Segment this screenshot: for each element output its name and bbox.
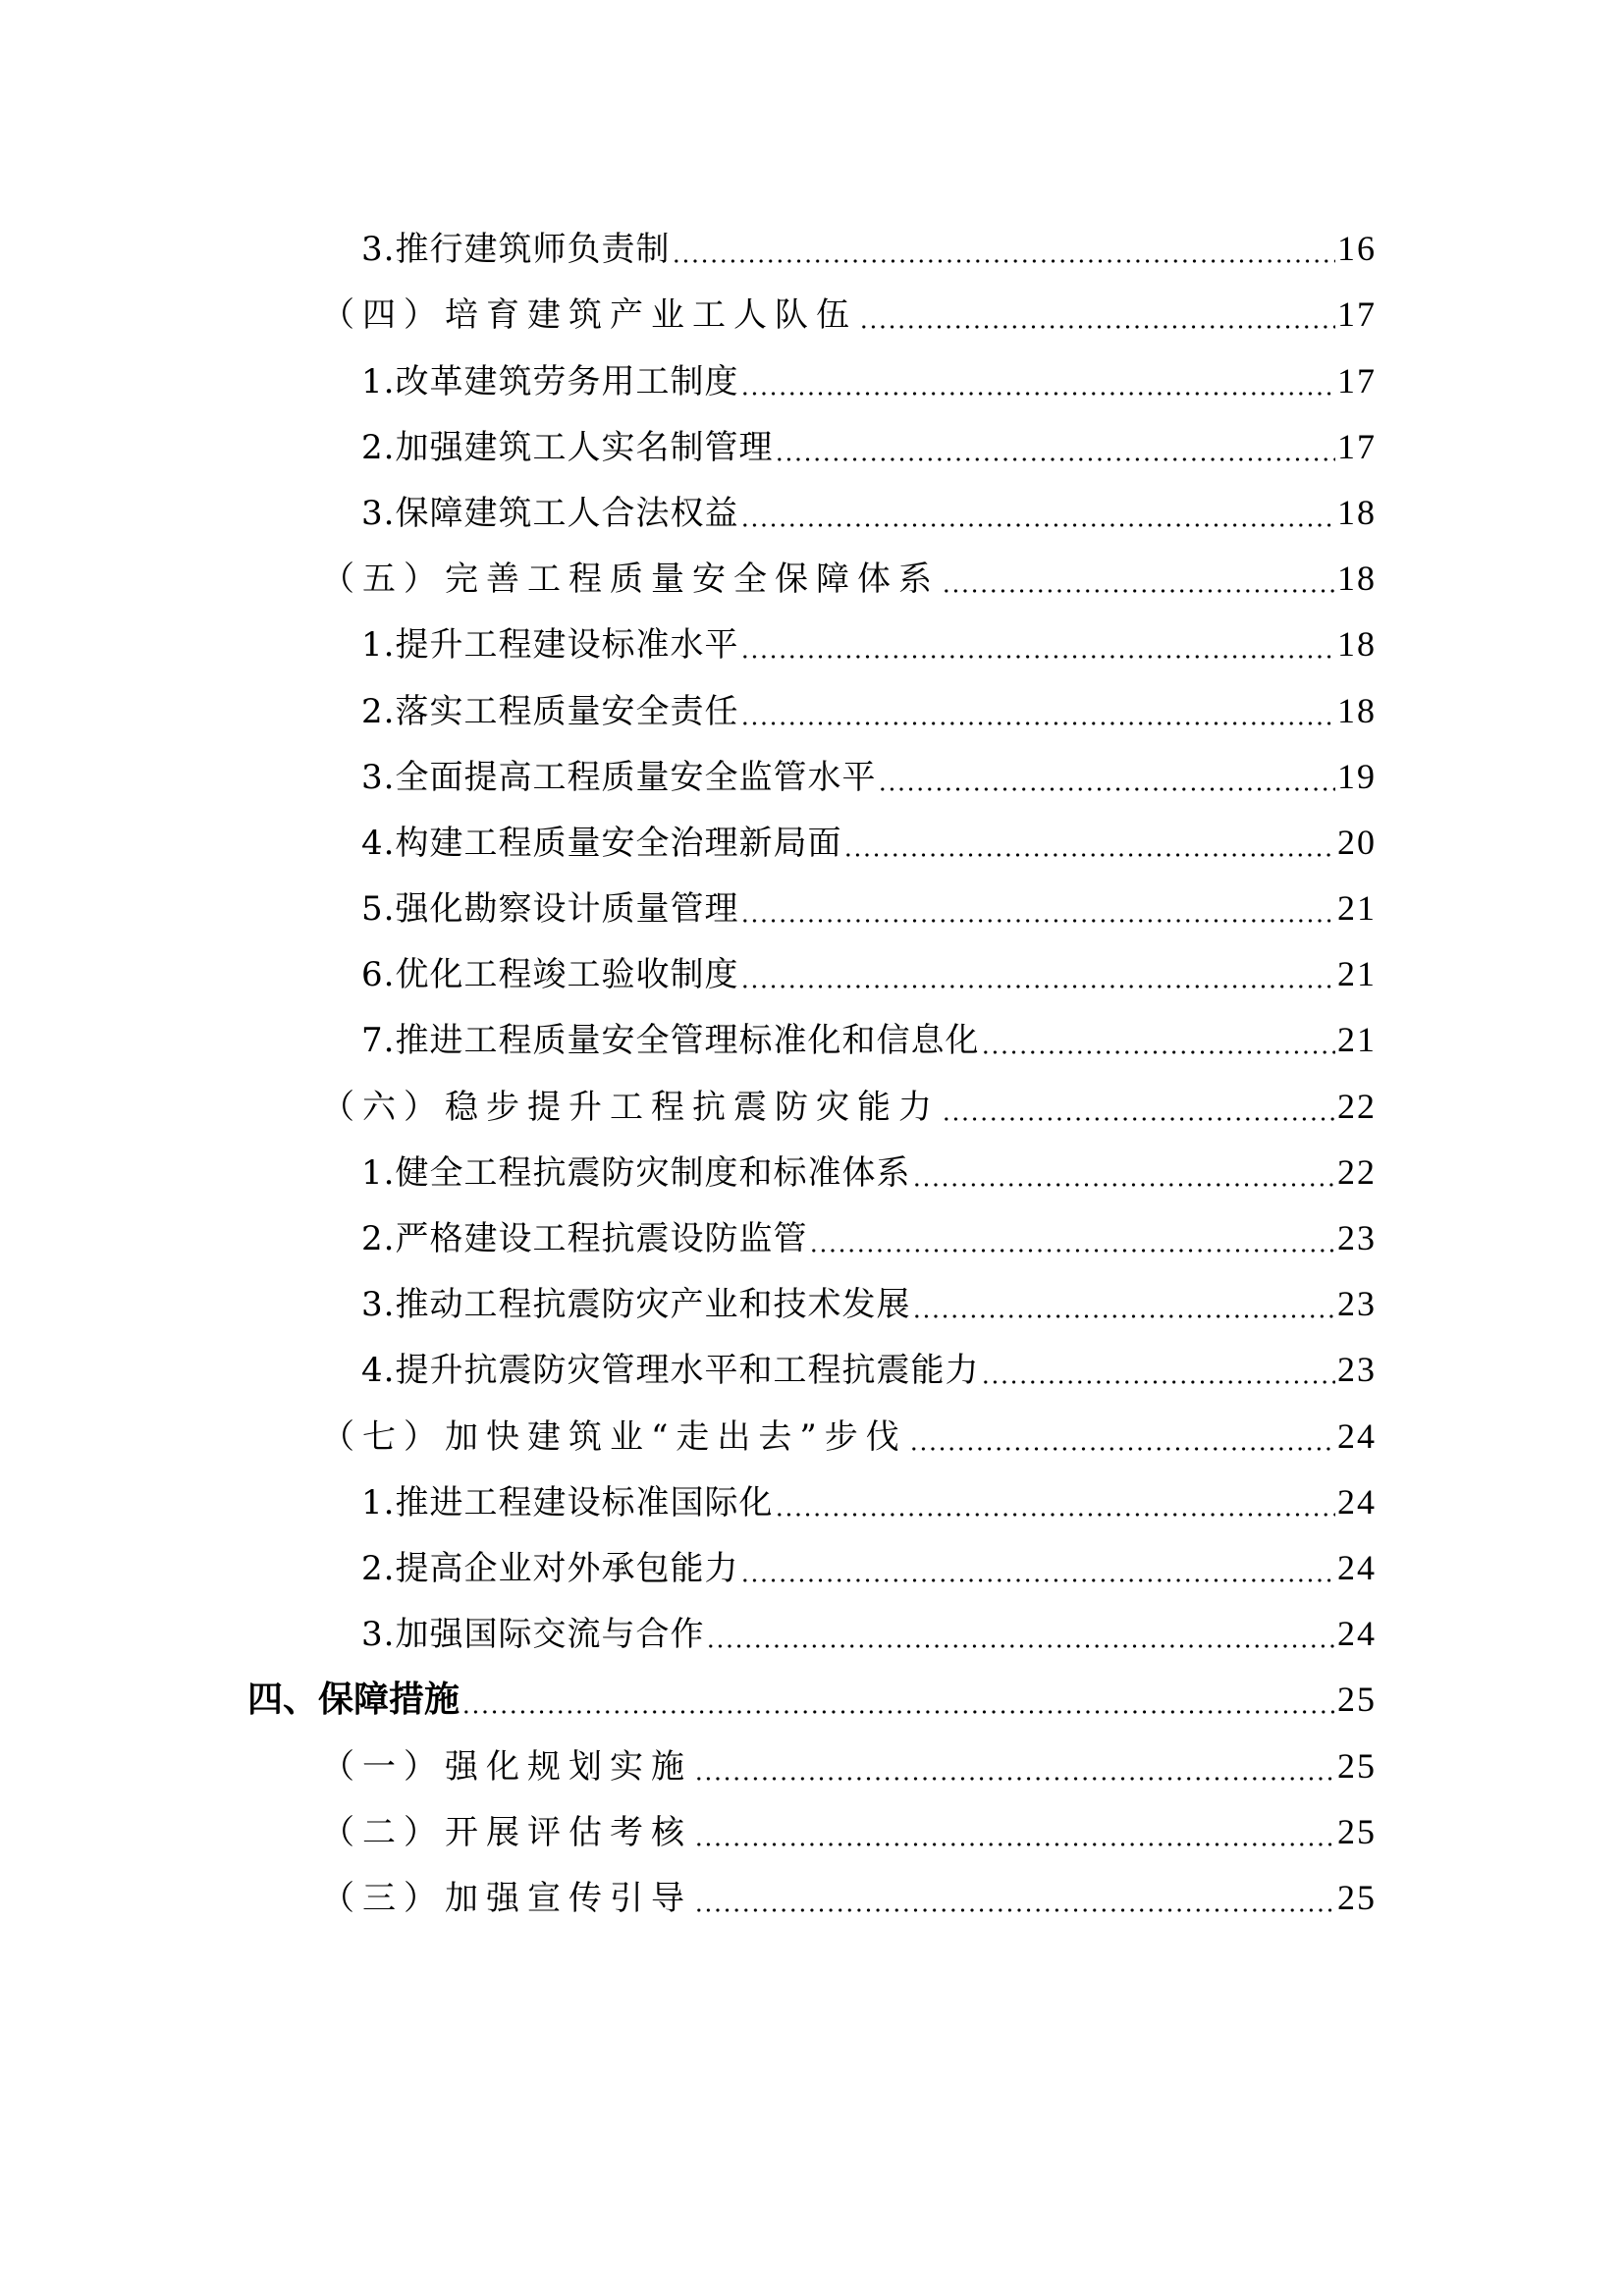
dot-leader bbox=[740, 914, 1335, 928]
dot-leader bbox=[775, 453, 1335, 466]
dot-leader bbox=[706, 1639, 1335, 1653]
dot-leader bbox=[912, 1178, 1335, 1192]
toc-entry[interactable] bbox=[0, 1859, 1624, 1925]
toc-entry-page-number: 23 bbox=[1337, 1284, 1377, 1324]
toc-entry-title: （六）稳步提升工程抗震防灾能力 bbox=[321, 1087, 940, 1127]
toc-entry[interactable] bbox=[0, 210, 1624, 276]
toc-entry-title: （三）加强宣传引导 bbox=[321, 1878, 692, 1918]
toc-entry-page-number: 24 bbox=[1337, 1614, 1377, 1654]
toc-entry-title: 2.加强建筑工人实名制管理 bbox=[361, 427, 774, 467]
toc-entry-title: 2.落实工程质量安全责任 bbox=[361, 691, 739, 731]
toc-entry-page-number: 25 bbox=[1337, 1811, 1377, 1851]
dot-leader bbox=[740, 980, 1335, 993]
toc-entry-title: 1.推进工程建设标准国际化 bbox=[361, 1482, 774, 1522]
dot-leader bbox=[942, 1112, 1335, 1126]
toc-entry-title: 3.推行建筑师负责制 bbox=[361, 230, 671, 270]
toc-entry[interactable] bbox=[0, 1067, 1624, 1133]
dot-leader bbox=[843, 848, 1335, 862]
toc-entry-page-number: 24 bbox=[1337, 1481, 1377, 1522]
toc-entry-page-number: 20 bbox=[1337, 822, 1377, 862]
dot-leader bbox=[694, 1838, 1335, 1851]
toc-entry-page-number: 22 bbox=[1337, 1151, 1377, 1192]
toc-entry-title: 5.强化勘察设计质量管理 bbox=[361, 889, 739, 930]
toc-entry-title: 3.加强国际交流与合作 bbox=[361, 1615, 705, 1655]
toc-entry-title: 2.提高企业对外承包能力 bbox=[361, 1548, 739, 1588]
dot-leader bbox=[461, 1705, 1335, 1719]
dot-leader bbox=[775, 1508, 1335, 1522]
dot-leader bbox=[740, 518, 1335, 532]
dot-leader bbox=[740, 650, 1335, 664]
toc-entry-title: 3.保障建筑工人合法权益 bbox=[361, 493, 739, 533]
toc-entry[interactable] bbox=[0, 804, 1624, 870]
toc-entry[interactable] bbox=[0, 540, 1624, 606]
toc-entry-chapter[interactable] bbox=[0, 1661, 1624, 1727]
toc-entry[interactable] bbox=[0, 606, 1624, 671]
toc-entry-page-number: 21 bbox=[1337, 888, 1377, 929]
toc-entry-page-number: 17 bbox=[1337, 360, 1377, 400]
dot-leader bbox=[859, 320, 1335, 334]
toc-entry-page-number: 22 bbox=[1337, 1086, 1377, 1126]
toc-entry[interactable] bbox=[0, 1200, 1624, 1265]
toc-entry-title: 1.改革建筑劳务用工制度 bbox=[361, 361, 739, 401]
toc-entry-page-number: 21 bbox=[1337, 954, 1377, 994]
toc-entry-title: （四）培育建筑产业工人队伍 bbox=[321, 295, 857, 336]
toc-entry-page-number: 24 bbox=[1337, 1547, 1377, 1587]
table-of-contents bbox=[0, 210, 1624, 1925]
toc-entry-title: （七）加快建筑业“走出去”步伐 bbox=[321, 1416, 907, 1457]
toc-entry-title: （五）完善工程质量安全保障体系 bbox=[321, 560, 940, 600]
toc-entry-page-number: 19 bbox=[1337, 756, 1377, 796]
toc-entry-page-number: 18 bbox=[1337, 559, 1377, 599]
toc-entry[interactable] bbox=[0, 1793, 1624, 1859]
dot-leader bbox=[740, 387, 1335, 400]
dot-leader bbox=[981, 1375, 1335, 1389]
toc-entry-page-number: 23 bbox=[1337, 1350, 1377, 1390]
toc-entry-title: 2.严格建设工程抗震设防监管 bbox=[361, 1219, 808, 1258]
dot-leader bbox=[809, 1244, 1335, 1257]
dot-leader bbox=[740, 1574, 1335, 1587]
toc-entry-page-number: 18 bbox=[1337, 624, 1377, 665]
toc-entry-page-number: 25 bbox=[1337, 1745, 1377, 1786]
dot-leader bbox=[912, 1309, 1335, 1323]
toc-entry-page-number: 16 bbox=[1337, 229, 1377, 269]
toc-entry[interactable] bbox=[0, 276, 1624, 342]
toc-entry-title: 7.推进工程质量安全管理标准化和信息化 bbox=[361, 1021, 980, 1061]
toc-entry[interactable] bbox=[0, 1001, 1624, 1067]
toc-entry[interactable] bbox=[0, 1595, 1624, 1661]
toc-entry[interactable] bbox=[0, 1727, 1624, 1792]
toc-entry-page-number: 18 bbox=[1337, 492, 1377, 532]
toc-entry[interactable] bbox=[0, 935, 1624, 1001]
toc-entry[interactable] bbox=[0, 342, 1624, 407]
toc-entry-page-number: 18 bbox=[1337, 690, 1377, 730]
dot-leader bbox=[672, 254, 1335, 268]
toc-entry[interactable] bbox=[0, 671, 1624, 737]
toc-entry[interactable] bbox=[0, 1529, 1624, 1595]
toc-entry-page-number: 17 bbox=[1337, 294, 1377, 335]
toc-entry-title: 1.提升工程建设标准水平 bbox=[361, 625, 739, 666]
toc-entry-page-number: 21 bbox=[1337, 1020, 1377, 1060]
toc-entry[interactable] bbox=[0, 474, 1624, 540]
toc-entry-page-number: 25 bbox=[1337, 1680, 1377, 1720]
toc-entry[interactable] bbox=[0, 1134, 1624, 1200]
toc-entry-title: 1.健全工程抗震防灾制度和标准体系 bbox=[361, 1152, 911, 1193]
toc-entry[interactable] bbox=[0, 1464, 1624, 1529]
toc-entry-page-number: 17 bbox=[1337, 426, 1377, 466]
toc-entry[interactable] bbox=[0, 1331, 1624, 1397]
dot-leader bbox=[694, 1772, 1335, 1786]
toc-entry-title: 4.提升抗震防灾管理水平和工程抗震能力 bbox=[361, 1351, 980, 1391]
toc-entry-title: （一）强化规划实施 bbox=[321, 1746, 692, 1787]
toc-entry-page-number: 23 bbox=[1337, 1218, 1377, 1257]
toc-entry[interactable] bbox=[0, 1397, 1624, 1463]
toc-entry[interactable] bbox=[0, 408, 1624, 474]
toc-entry[interactable] bbox=[0, 870, 1624, 935]
toc-entry-title: 6.优化工程竣工验收制度 bbox=[361, 955, 739, 995]
dot-leader bbox=[981, 1045, 1335, 1059]
toc-entry-title: （二）开展评估考核 bbox=[321, 1812, 692, 1852]
toc-entry-title: 3.全面提高工程质量安全监管水平 bbox=[361, 757, 877, 797]
toc-entry[interactable] bbox=[0, 738, 1624, 804]
dot-leader bbox=[909, 1442, 1335, 1456]
dot-leader bbox=[878, 782, 1335, 796]
toc-entry-title: 4.构建工程质量安全治理新局面 bbox=[361, 823, 842, 863]
toc-entry[interactable] bbox=[0, 1265, 1624, 1331]
toc-entry-title: 3.推动工程抗震防灾产业和技术发展 bbox=[361, 1285, 911, 1325]
toc-entry-page-number: 24 bbox=[1337, 1415, 1377, 1456]
dot-leader bbox=[694, 1903, 1335, 1917]
toc-chapter-title: 四、保障措施 bbox=[247, 1680, 460, 1721]
toc-entry-page-number: 25 bbox=[1337, 1877, 1377, 1917]
dot-leader bbox=[740, 717, 1335, 730]
dot-leader bbox=[942, 584, 1335, 598]
